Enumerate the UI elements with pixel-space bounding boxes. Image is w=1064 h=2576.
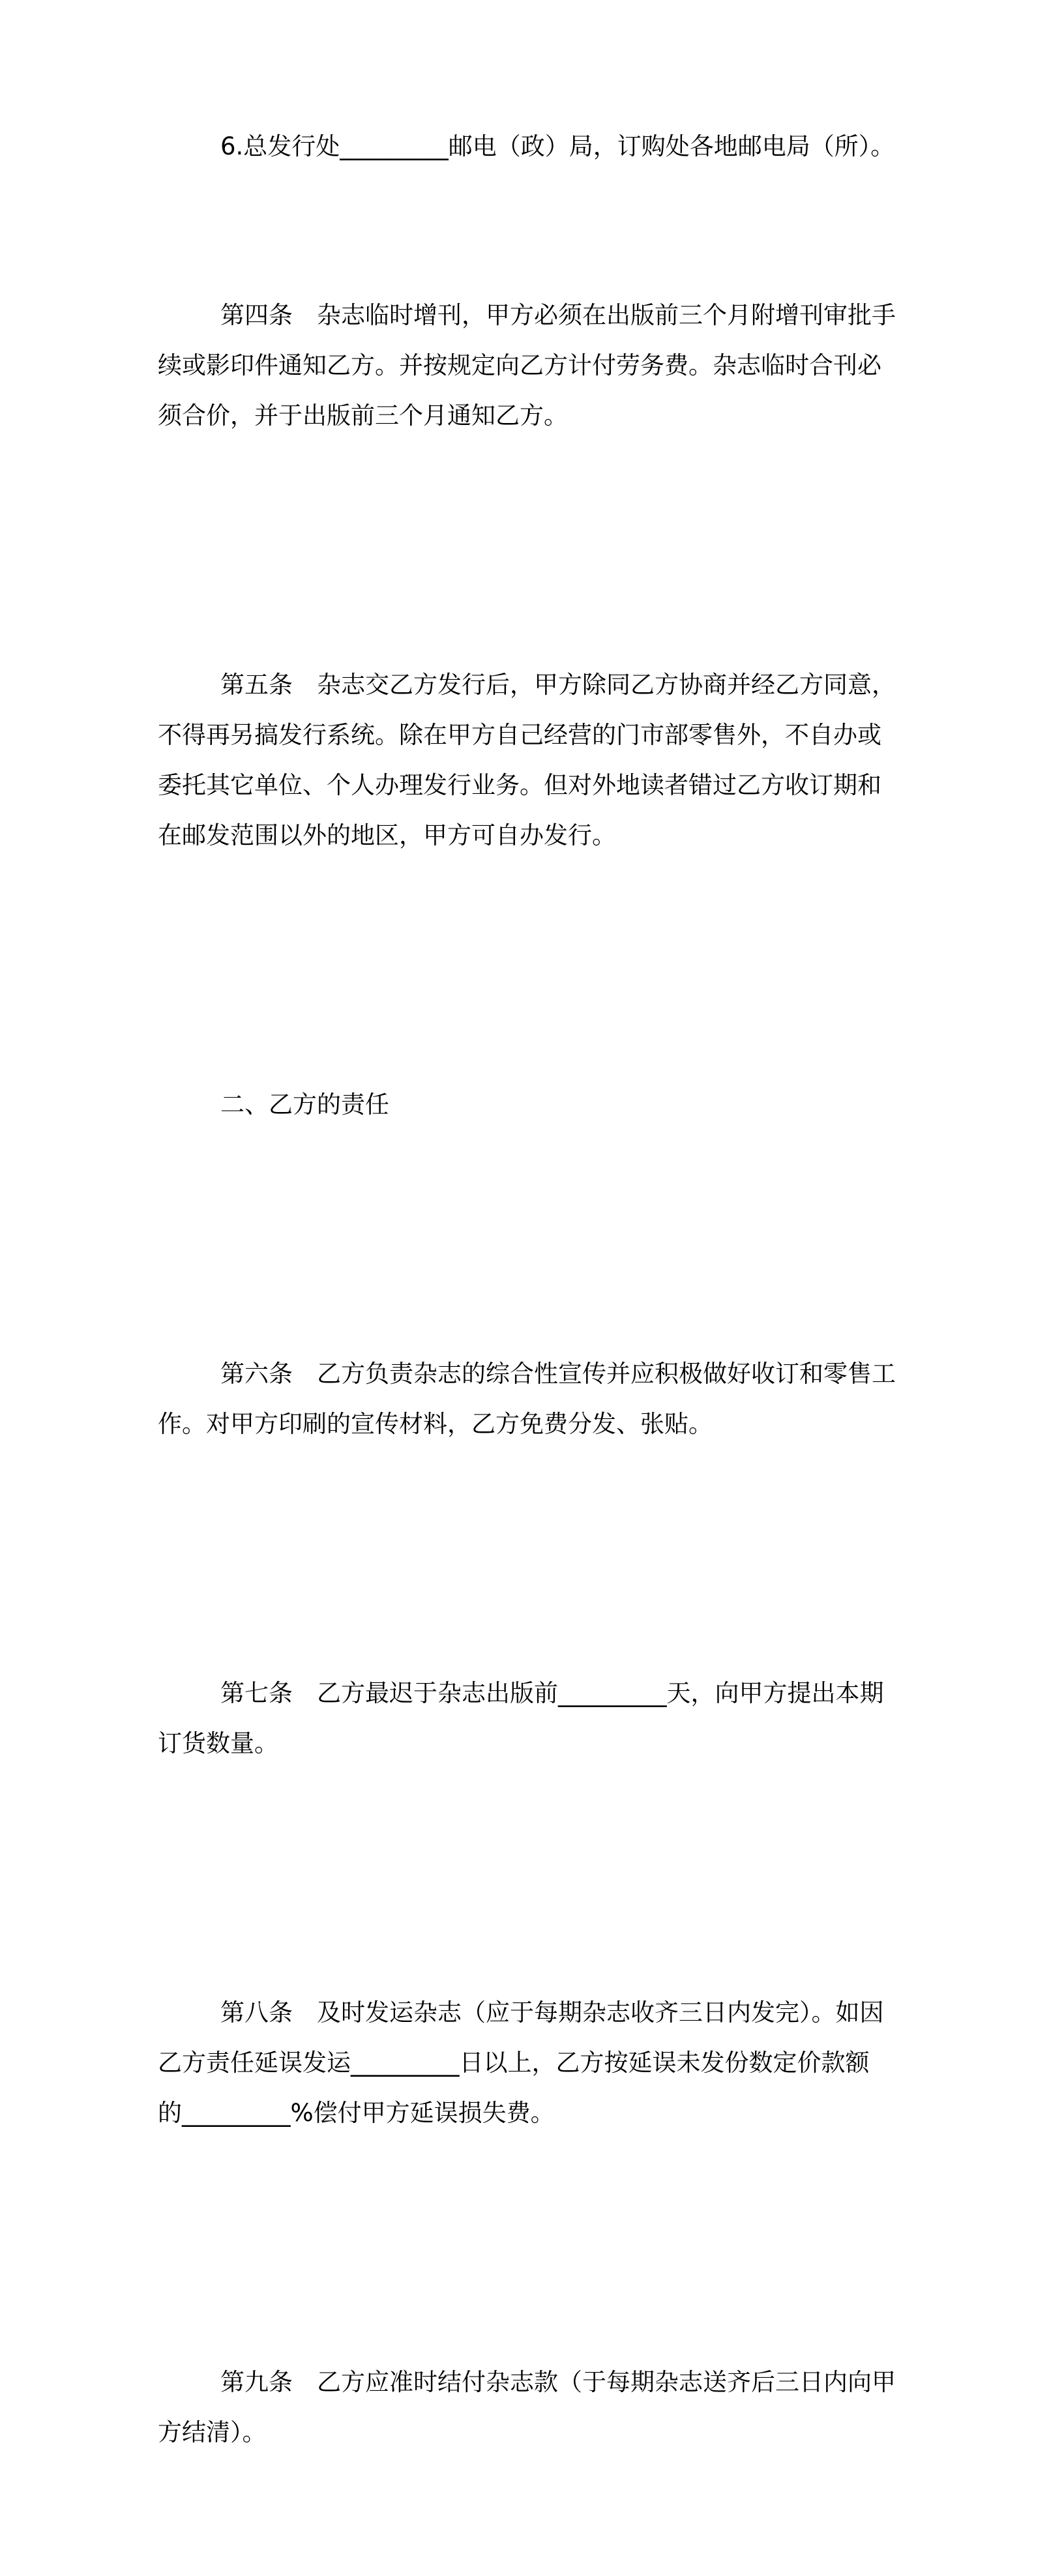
text-line: 第八条 及时发运杂志（应于每期杂志收齐三日内发完）。如因 [220, 1998, 884, 2027]
section-heading-party-b-duties [158, 979, 911, 1230]
text-line: 6.总发行处_________邮电（政）局，订购处各地邮电局（所）。 [220, 132, 895, 160]
paragraph-article-5 [158, 559, 911, 961]
text-line: 在邮发范围以外的地区，甲方可自办发行。 [158, 821, 616, 849]
text-line: 第五条 杂志交乙方发行后，甲方除同乙方协商并经乙方同意， [220, 671, 896, 699]
text-line: 第九条 乙方应准时结付杂志款（于每期杂志送齐后三日内向甲 [220, 2368, 896, 2396]
text-line: 不得再另搞发行系统。除在甲方自己经营的门市部零售外，不自办或 [158, 721, 881, 749]
text-line: 的_________%偿付甲方延误损失费。 [158, 2099, 555, 2127]
paragraph-article-4 [158, 190, 911, 541]
paragraph-article-9 [158, 2257, 911, 2558]
text-line: 第四条 杂志临时增刊，甲方必须在出版前三个月附增刊审批手 [220, 301, 896, 329]
text-line: 二、乙方的责任 [220, 1090, 389, 1119]
paragraph-distribution-offices [158, 121, 911, 171]
text-line: 第六条 乙方负责杂志的综合性宣传并应积极做好收订和零售工 [220, 1360, 896, 1388]
text-line: 续或影印件通知乙方。并按规定向乙方计付劳务费。杂志临时合刊必 [158, 351, 881, 379]
paragraph-article-7 [158, 1568, 911, 1869]
document-body [158, 121, 911, 2576]
paragraph-article-6 [158, 1248, 911, 1549]
text-line: 方结清）。 [158, 2418, 267, 2446]
text-line: 须合价，并于出版前三个月通知乙方。 [158, 402, 568, 430]
text-line: 第七条 乙方最迟于杂志出版前_________天，向甲方提出本期 [220, 1679, 884, 1707]
text-line: 委托其它单位、个人办理发行业务。但对外地读者错过乙方收订期和 [158, 771, 881, 799]
text-line: 作。对甲方印刷的宣传材料，乙方免费分发、张贴。 [158, 1410, 713, 1438]
text-line: 订货数量。 [158, 1729, 278, 1757]
paragraph-article-8 [158, 1887, 911, 2238]
text-line: 乙方责任延误发运_________日以上，乙方按延误未发份数定价款额 [158, 2049, 870, 2077]
